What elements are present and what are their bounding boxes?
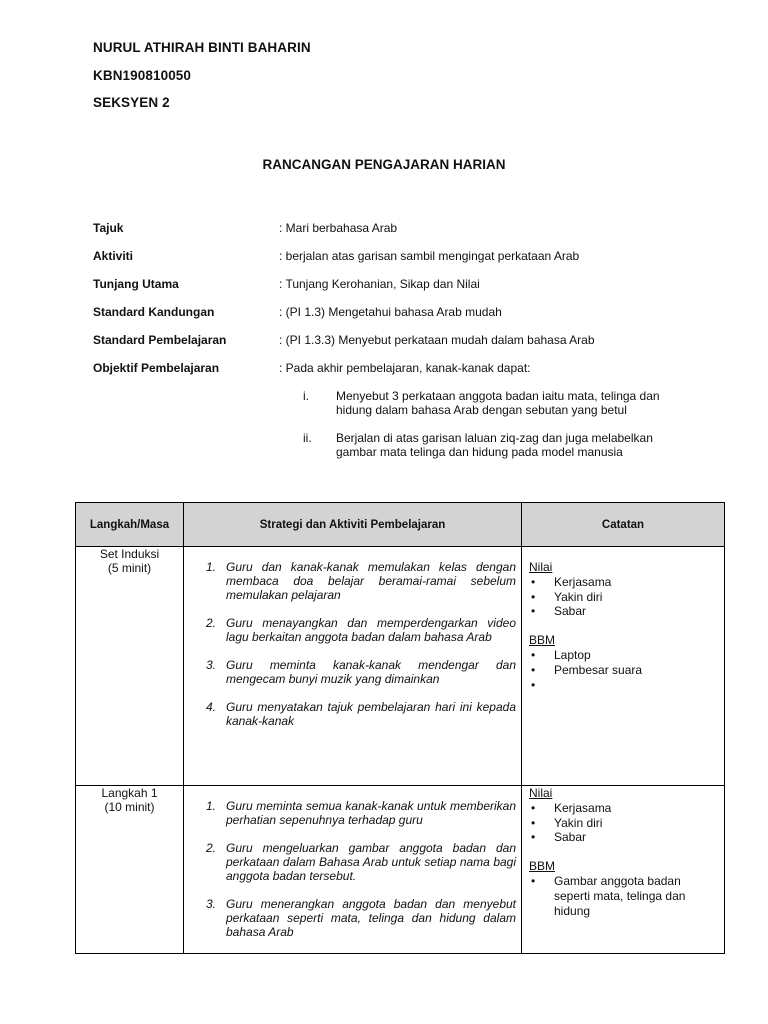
section-label: SEKSYEN 2 <box>93 95 170 110</box>
step-text: Guru mengeluarkan gambar anggota badan dan perkataan dalam Bahasa Arab untuk setiap nama bagi anggota badan tersebut. <box>226 841 516 883</box>
objective-number: ii. <box>303 431 312 445</box>
step-text: Guru dan kanak-kanak memulakan kelas dengan membaca doa belajar beramai-ramai sebelum memulakan pelajaran <box>226 560 516 602</box>
bullet-icon: • <box>531 830 536 845</box>
bullet-icon: • <box>531 873 536 888</box>
info-value: : Tunjang Kerohanian, Sikap dan Nilai <box>279 277 480 291</box>
objective-text: Berjalan di atas garisan laluan ziq-zag dan juga melabelkan gambar mata telinga dan hidung pada model manusia <box>336 431 653 459</box>
bbm-item <box>529 663 720 678</box>
bbm-title: BBM <box>529 859 556 874</box>
bullet-icon: • <box>531 574 536 589</box>
stage-name: Langkah 1 <box>101 786 158 800</box>
info-value: : (PI 1.3.3) Menyebut perkataan mudah dalam bahasa Arab <box>279 333 595 347</box>
nilai-text: Yakin diri <box>554 815 603 830</box>
info-value: : berjalan atas garisan sambil mengingat perkataan Arab <box>279 249 580 263</box>
step-text: Guru meminta kanak-kanak mendengar dan mengecam bunyi muzik yang dimainkan <box>226 658 516 686</box>
step-number: 3. <box>205 658 216 672</box>
objective-number: i. <box>303 389 309 403</box>
notes-cell <box>522 786 725 954</box>
stage-name: Set Induksi <box>99 547 160 561</box>
info-value: : Pada akhir pembelajaran, kanak-kanak dapat: <box>279 361 531 375</box>
column-header-catatan: Catatan <box>522 503 725 547</box>
column-header-langkah: Langkah/Masa <box>76 503 184 547</box>
bbm-text: Pembesar suara <box>554 662 643 677</box>
step-text: Guru menyatakan tajuk pembelajaran hari ini kepada kanak-kanak <box>226 700 516 728</box>
step-item <box>196 616 516 644</box>
info-label: Standard Kandungan <box>93 305 215 319</box>
document-title: RANCANGAN PENGAJARAN HARIAN <box>262 157 506 172</box>
stage-cell <box>76 786 184 954</box>
bbm-text: Laptop <box>554 647 591 662</box>
step-text: Guru menerangkan anggota badan dan menyebut perkataan seperti mata, telinga dan hidung dalam bahasa Arab <box>226 897 516 939</box>
nilai-item <box>529 604 720 619</box>
nilai-text: Yakin diri <box>554 589 603 604</box>
table-header-row <box>76 503 725 547</box>
step-number: 2. <box>205 616 216 630</box>
student-name: NURUL ATHIRAH BINTI BAHARIN <box>93 40 311 55</box>
nilai-item <box>529 816 720 831</box>
info-label: Aktiviti <box>93 249 134 263</box>
info-label: Standard Pembelajaran <box>93 333 227 347</box>
bullet-icon: • <box>531 662 536 677</box>
nilai-title: Nilai <box>529 786 553 800</box>
step-item <box>196 700 516 728</box>
lesson-plan-table <box>75 502 725 954</box>
bbm-item <box>529 648 720 663</box>
student-id: KBN190810050 <box>93 68 192 83</box>
info-label: Tajuk <box>93 221 124 235</box>
bullet-icon: • <box>531 677 536 692</box>
nilai-text: Kerjasama <box>554 574 612 589</box>
step-number: 4. <box>205 700 216 714</box>
bullet-icon: • <box>531 647 536 662</box>
bbm-text: Gambar anggota badan seperti mata, telinga dan hidung <box>554 873 686 918</box>
notes-cell <box>522 547 725 786</box>
info-value: : (PI 1.3) Mengetahui bahasa Arab mudah <box>279 305 502 319</box>
nilai-item <box>529 801 720 816</box>
info-label: Tunjang Utama <box>93 277 179 291</box>
bullet-icon: • <box>531 815 536 830</box>
nilai-item <box>529 830 720 845</box>
step-item <box>196 799 516 827</box>
steps-cell <box>184 786 522 954</box>
step-text: Guru menayangkan dan memperdengarkan video lagu berkaitan anggota badan dalam bahasa Arab <box>226 616 516 644</box>
bullet-icon: • <box>531 604 536 619</box>
table-row <box>76 547 725 786</box>
bbm-text <box>554 678 720 693</box>
stage-time: (5 minit) <box>107 561 152 575</box>
step-item <box>196 658 516 686</box>
step-text: Guru meminta semua kanak-kanak untuk memberikan perhatian sepenuhnya terhadap guru <box>226 799 516 827</box>
nilai-text: Sabar <box>554 830 587 845</box>
nilai-item <box>529 590 720 605</box>
info-label: Objektif Pembelajaran <box>93 361 220 375</box>
objective-text: Menyebut 3 perkataan anggota badan iaitu mata, telinga dan hidung dalam bahasa Arab dengan sebutan yang betul <box>336 389 660 417</box>
step-item <box>196 560 516 602</box>
step-number: 2. <box>205 841 216 855</box>
bbm-title: BBM <box>529 633 556 648</box>
stage-cell <box>76 547 184 786</box>
step-number: 1. <box>205 799 216 813</box>
column-header-strategi: Strategi dan Aktiviti Pembelajaran <box>184 503 522 547</box>
nilai-text: Kerjasama <box>554 800 612 815</box>
step-number: 1. <box>205 560 216 574</box>
bullet-icon: • <box>531 589 536 604</box>
steps-cell <box>184 547 522 786</box>
nilai-text: Sabar <box>554 604 587 619</box>
step-number: 3. <box>205 897 216 911</box>
table-row <box>76 786 725 954</box>
nilai-title: Nilai <box>529 560 553 574</box>
bbm-item <box>529 678 720 693</box>
stage-time: (10 minit) <box>104 800 155 814</box>
bullet-icon: • <box>531 800 536 815</box>
step-item <box>196 897 516 939</box>
step-item <box>196 841 516 883</box>
nilai-item <box>529 575 720 590</box>
info-value: : Mari berbahasa Arab <box>279 221 398 235</box>
bbm-item <box>529 874 720 918</box>
